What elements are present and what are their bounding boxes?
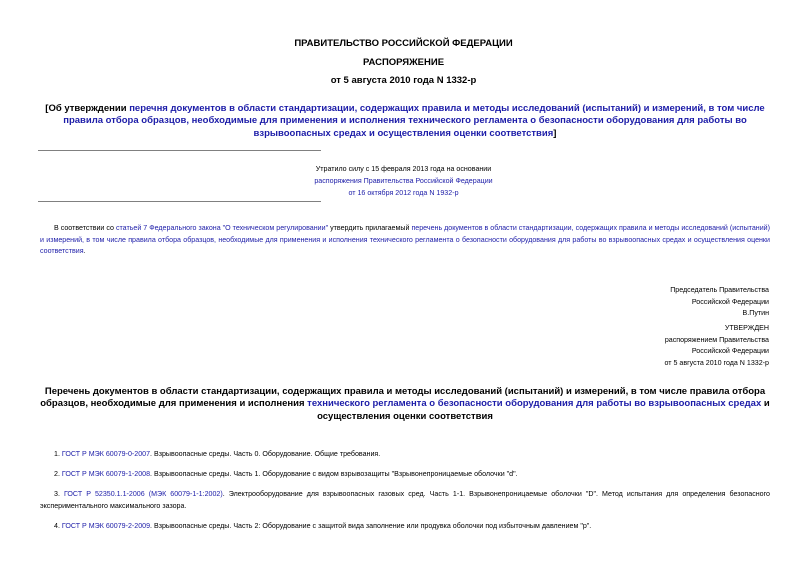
list-item — [40, 521, 770, 533]
approved-line2: распоряжением Правительства — [664, 335, 769, 344]
item-number: 3. — [54, 490, 64, 498]
standard-link[interactable]: ГОСТ Р МЭК 60079-1-2008 — [61, 470, 151, 478]
status-note — [200, 163, 607, 199]
regulation-link[interactable]: технического регламента о безопасности оборудования для работы во взрывоопасных средах — [307, 398, 762, 410]
title-link[interactable]: перечня документов в области стандартизации, содержащих правила и методы исследований (испытаний) и измерений, в том числе правила отбора образцов, необходимые для применения и исполнения технического регламента о безопасности оборудования для работы во взрывоопасных средах и осуществления оценки соответствия — [63, 103, 765, 139]
standard-link[interactable]: ГОСТ Р 52350.1.1-2006 (МЭК 60079-1-1:2002) — [63, 490, 223, 498]
document-list-link[interactable]: перечень документов в области стандартизации, содержащих правила и методы исследований (испытаний) и измерений, в том числе правила отбора образцов, необходимые для применения и исполнения технического регламента о безопасности оборудования для работы во взрывоопасных средах и осуществления оценки соответствия — [40, 224, 770, 255]
standard-link[interactable]: ГОСТ Р МЭК 60079-0-2007 — [61, 450, 151, 458]
document-title — [40, 103, 770, 140]
status-note-link-line2[interactable]: распоряжения Правительства Российской Федерации — [314, 177, 493, 185]
signature-line3: В.Путин — [742, 309, 769, 318]
list-item — [40, 449, 770, 461]
signature-line1: Председатель Правительства — [670, 286, 769, 294]
approved-block — [469, 323, 769, 369]
list-item — [40, 469, 770, 481]
doc-date-number: от 5 августа 2010 года N 1332-р — [330, 75, 477, 86]
separator-bottom — [38, 201, 321, 202]
body-mid: утвердить прилагаемый — [328, 224, 412, 232]
body-prefix: В соответствии со — [54, 224, 116, 232]
separator-top — [38, 150, 321, 151]
approved-line4: от 5 августа 2010 года N 1332-р — [664, 358, 769, 367]
item-text: . Взрывоопасные среды. Часть 1. Оборудование с видом взрывозащиты "Взрывонепроницаемые оболочки "d". — [150, 470, 518, 478]
list-title — [40, 386, 770, 423]
item-number: 4. — [54, 522, 62, 530]
item-text: . Взрывоопасные среды. Часть 2: Оборудование с защитой вида заполнение или продувка оболочки под избыточным давлением "р". — [150, 522, 592, 530]
approved-line3: Российской Федерации — [691, 347, 769, 356]
item-text: . Взрывоопасные среды. Часть 0. Оборудование. Общие требования. — [150, 450, 381, 458]
status-note-line1: Утратило силу с 15 февраля 2013 года на основании — [315, 165, 492, 173]
body-suffix: . — [83, 247, 86, 255]
signature-line2: Российской Федерации — [691, 297, 769, 306]
title-close-bracket: ] — [553, 127, 557, 139]
list-title-prefix: Перечень документов в области стандартизации, содержащих правила и методы исследований (испытаний) и измерений, в том числе правила отбора образцов, необходимые для применения и исполнения — [40, 386, 766, 410]
item-number: 2. — [54, 470, 62, 478]
body-paragraph — [40, 223, 770, 258]
item-number: 1. — [54, 450, 62, 458]
list-title-suffix: и осуществления оценки соответствия — [317, 398, 770, 422]
status-note-link-line3[interactable]: от 16 октября 2012 года N 1932-р — [348, 189, 459, 197]
approved-line1: УТВЕРЖДЕН — [724, 324, 769, 332]
law-article-link[interactable]: статьей 7 Федерального закона "О техническом регулировании" — [115, 224, 329, 232]
signature-block — [469, 285, 769, 320]
standard-link[interactable]: ГОСТ Р МЭК 60079-2-2009 — [61, 522, 151, 530]
title-open-bracket: [Об утверждении — [45, 103, 130, 114]
list-item — [40, 489, 770, 512]
doc-type-heading: РАСПОРЯЖЕНИЕ — [362, 57, 445, 68]
item-text: . Электрооборудование для взрывоопасных газовых сред. Часть 1-1. Взрывонепроницаемые оболочки "D". Метод испытания для определения безопасного экспериментального максимального зазора. — [40, 490, 770, 510]
authority-heading: ПРАВИТЕЛЬСТВО РОССИЙСКОЙ ФЕДЕРАЦИИ — [294, 38, 513, 49]
